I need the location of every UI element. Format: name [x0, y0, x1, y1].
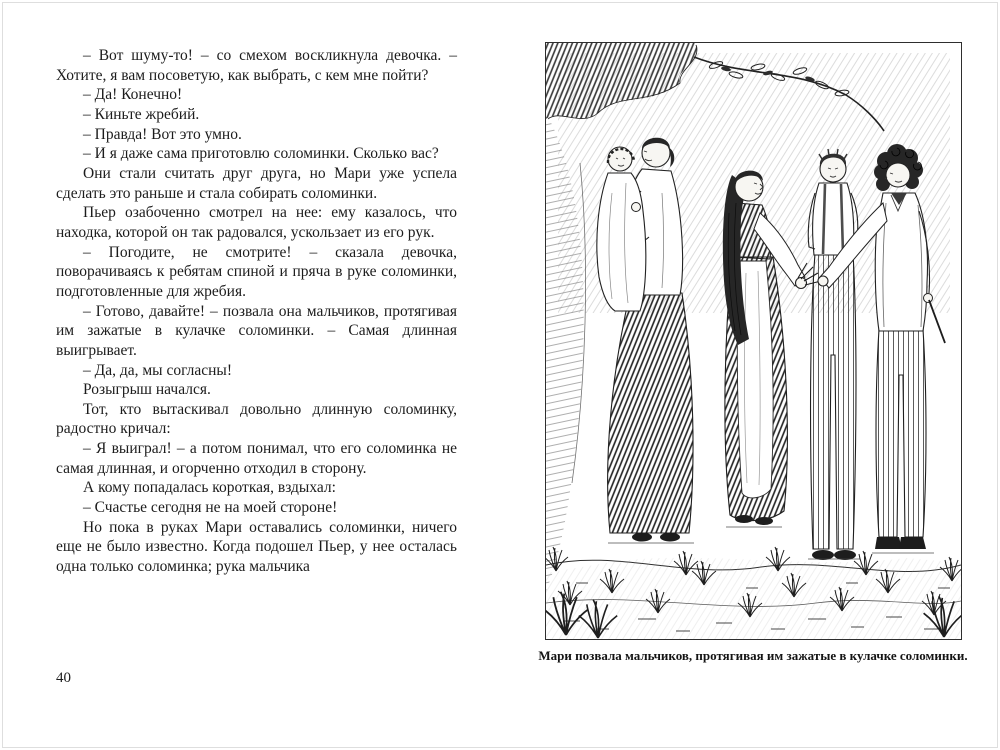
paragraph: Они стали считать друг друга, но Мари уже успела сделать это раньше и стала собирать соломинки.	[56, 164, 457, 202]
paragraph: А кому попадалась короткая, вздыхал:	[83, 479, 336, 497]
paragraph: – Погодите, не смотрите! – сказала девочка, поворачиваясь к ребятам спиной и пряча в руке соломинки, подготовленные для жребия.	[56, 243, 457, 300]
paragraph: – Правда! Вот это умно.	[83, 125, 242, 143]
paragraph: Розыгрыш начался.	[83, 381, 211, 399]
paragraph: – Да! Конечно!	[83, 86, 183, 104]
illustration-frame	[545, 42, 962, 640]
paragraph: – И я даже сама приготовлю соломинки. Сколько вас?	[83, 145, 439, 163]
page-number: 40	[56, 670, 71, 686]
paragraph: – Киньте жребий.	[83, 105, 200, 123]
paragraph: – Готово, давайте! – позвала она мальчиков, протягивая им зажатые в кулачке соломинки. – Самая длинная выигрывает.	[56, 302, 457, 359]
paragraph: – Да, да, мы согласны!	[83, 361, 233, 379]
paragraph: – Счастье сегодня не на моей стороне!	[83, 499, 338, 517]
left-page	[56, 46, 457, 577]
paragraph: Но пока в руках Мари оставались соломинки, ничего еще не было известно. Когда подошел Пьер, у нее осталась одна только соломинка; рука мальчика	[56, 518, 457, 576]
illustration-engraving	[546, 43, 961, 639]
paragraph: – Я выиграл! – а потом понимал, что его соломинка не самая длинная, и огорченно отходил в сторону.	[56, 440, 457, 477]
paragraph: – Вот шуму-то! – со смехом воскликнула девочка. – Хотите, я вам посоветую, как выбрать, с кем мне пойти?	[56, 47, 457, 84]
illustration-caption: Мари позвала мальчиков, протягивая им зажатые в кулачке соломинки.	[538, 648, 968, 663]
paragraph: Тот, кто вытаскивал довольно длинную соломинку, радостно кричал:	[56, 400, 457, 438]
paragraph: Пьер озабоченно смотрел на нее: ему казалось, что находка, которой он так радовался, ускользает из его рук.	[56, 204, 457, 241]
